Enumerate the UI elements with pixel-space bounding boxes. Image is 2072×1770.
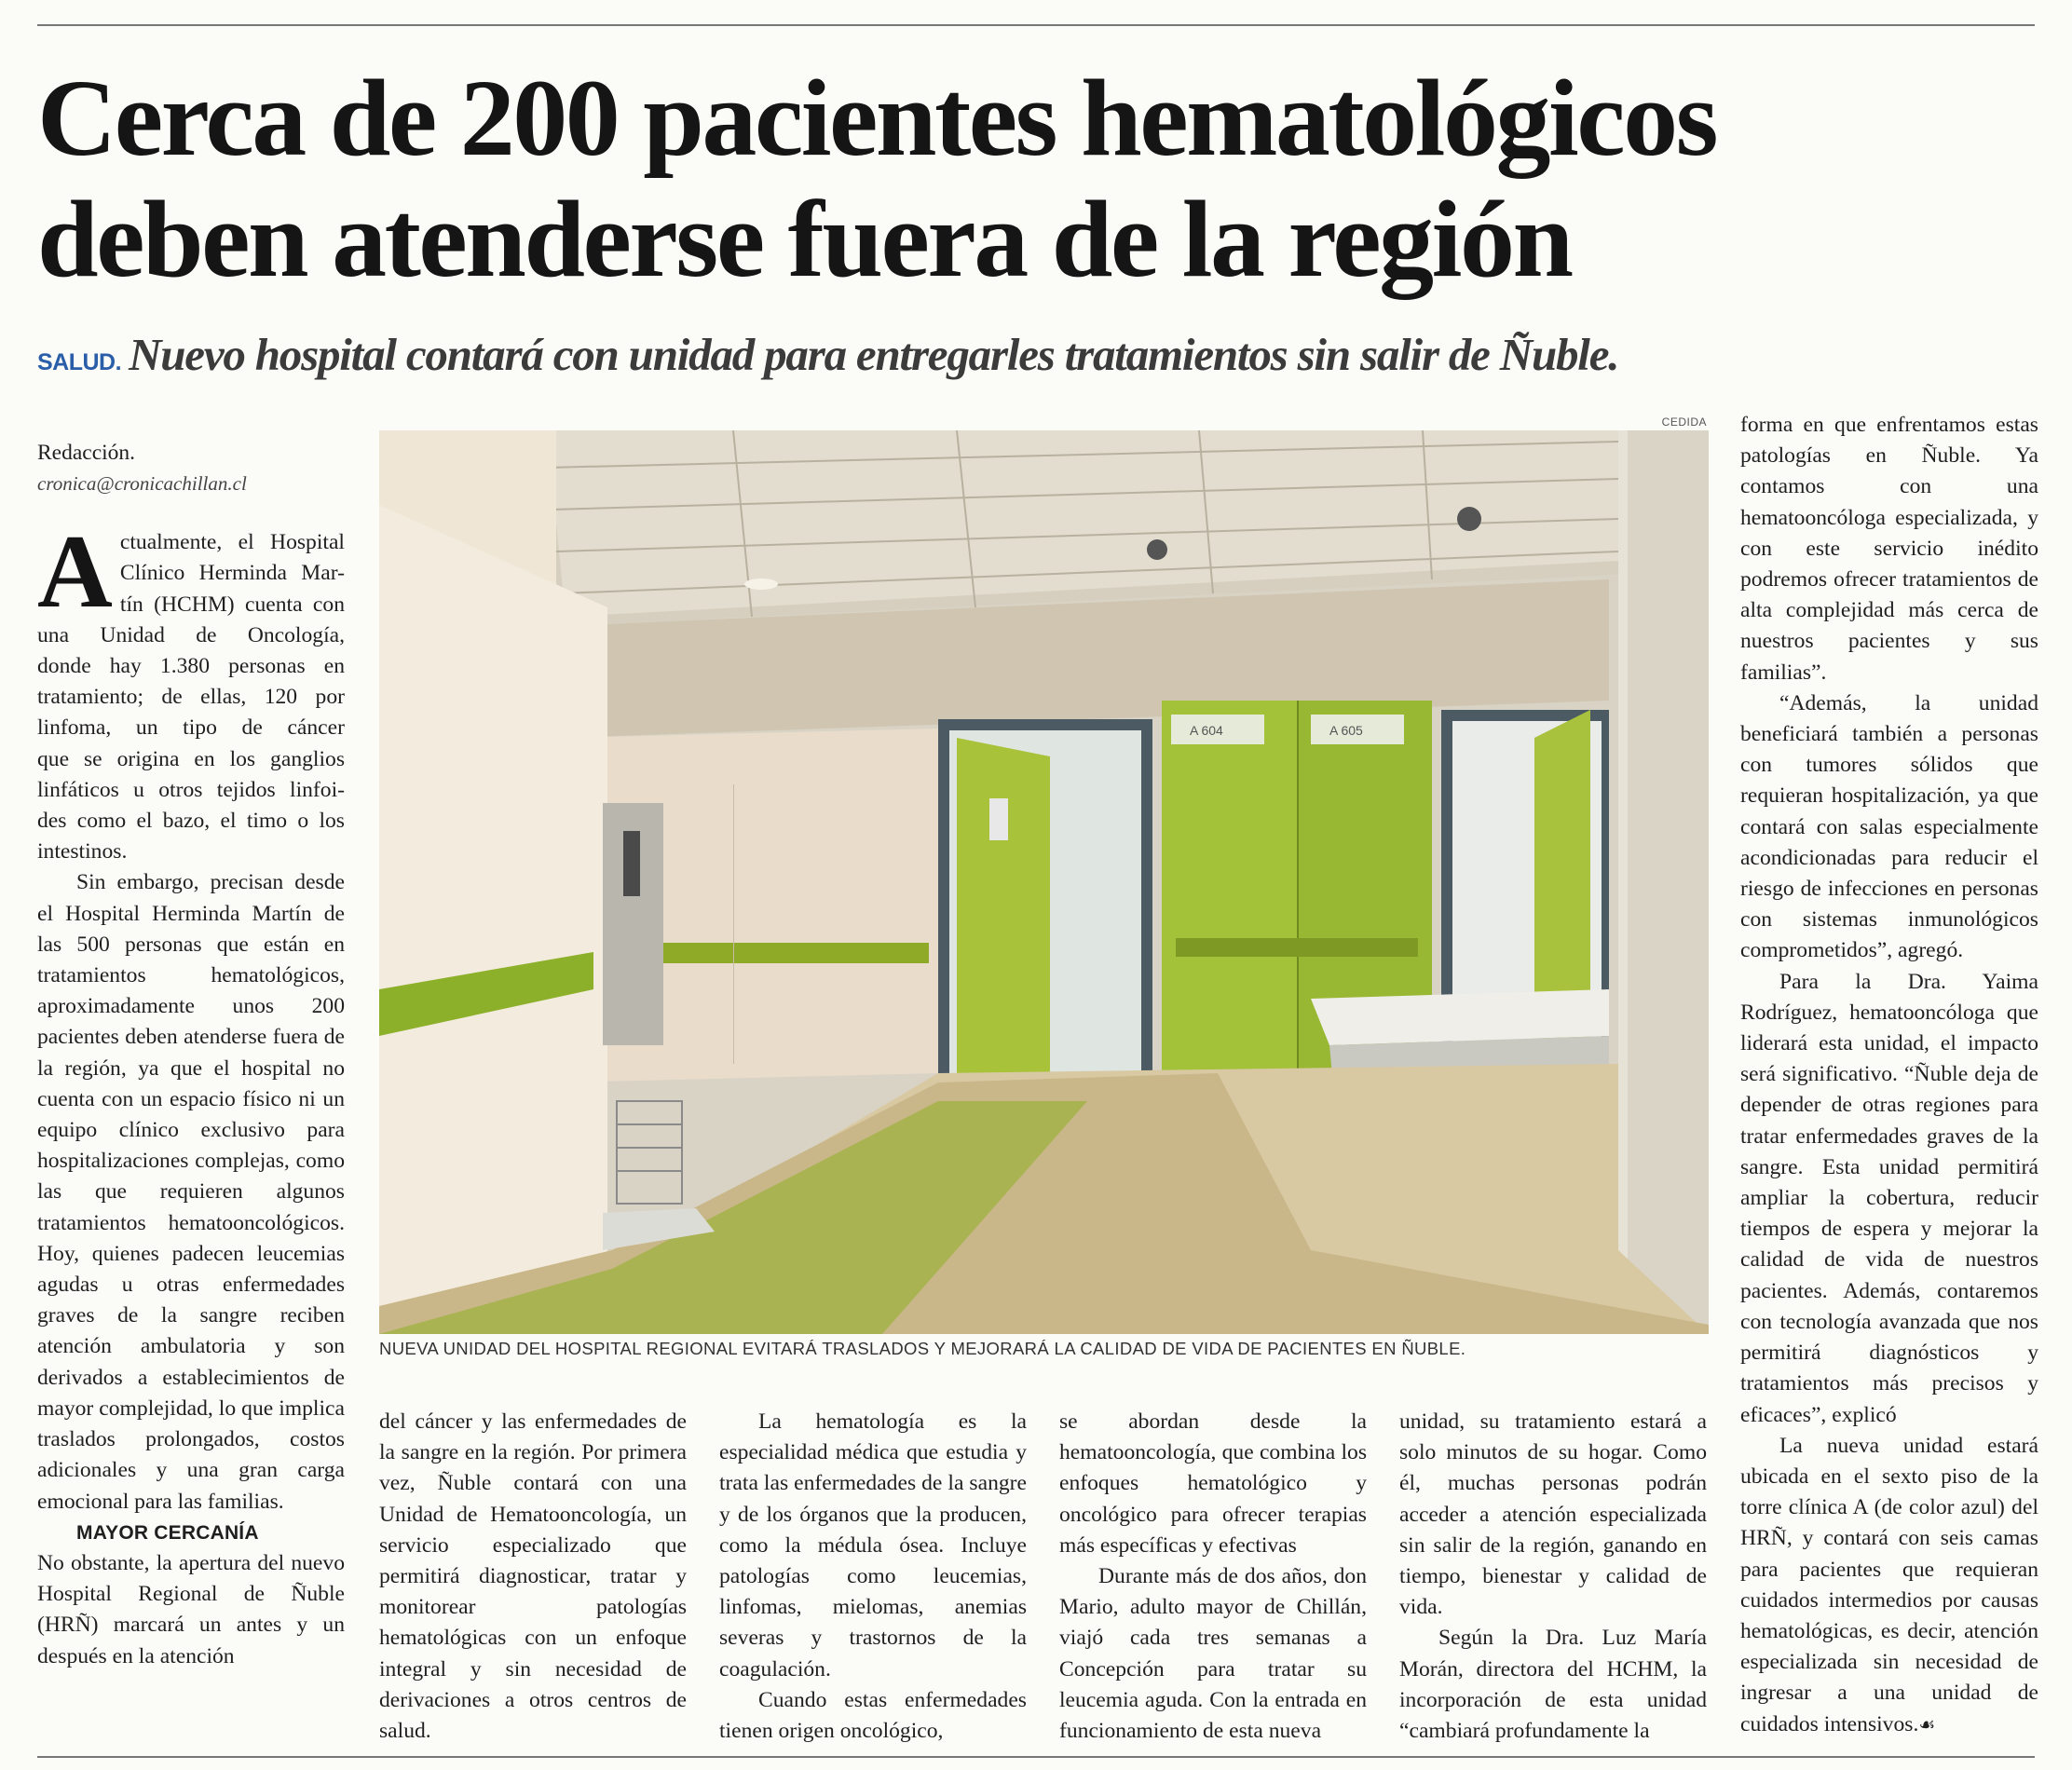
paragraph: Durante más de dos años, don Mario, adulto mayor de Chillán, viajó cada tres semanas a Concepción para tratar su leucemia aguda. Con la entrada en funcionamiento de esta nueva: [1059, 1564, 1367, 1744]
lead-line: donde hay 1.380 personas en: [37, 654, 345, 679]
top-rule: [37, 24, 2035, 26]
lead-line: des como el bazo, el timo o los: [37, 809, 345, 834]
paragraph: Según la Dra. Luz María Morán, directora del HCHM, la incorporación de esta unidad “cambiará profundamente la: [1399, 1626, 1707, 1744]
section-label: SALUD.: [37, 349, 122, 375]
paragraph: Sin embargo, precisan desde el Hospital Herminda Martín de las 500 personas que están en tratamientos hematológicos, aproximadamente unos 200 pacientes deben atenderse fuera de la región, ya que el hospital no cuenta con un espacio físico ni un equipo clínico exclusivo para hospitalizaciones complejas, como las que requieren algunos tratamientos hematooncológicos. Hoy, quienes padecen leucemias agudas u otras enfermedades graves de la sangre reciben atención ambulatoria y son derivados a establecimientos de mayor complejidad, lo que implica traslados prolongados, costos adicionales y una gran carga emocional para las familias.: [37, 870, 345, 1514]
article-column-3: [719, 1407, 1027, 1747]
headline: [37, 58, 2040, 300]
paragraph: forma en que enfrentamos estas patologías en Ñuble. Ya contamos con una hematooncóloga especializada, y con este servicio inédito podremos ofrecer tratamientos de alta complejidad más cerca de nuestros pacientes y sus familias”.: [1740, 413, 2038, 685]
lead-line: ctualmente, el Hospital: [119, 530, 345, 555]
article-column-4: [1059, 1407, 1367, 1747]
paragraph: “Además, la unidad beneficiará también a personas con tumores sólidos que requieran hospitalización, ya que contará con salas especialmente acondicionadas para reducir el riesgo de infecciones en personas con sistemas inmunológicos comprometidos”, agregó.: [1740, 690, 2038, 963]
paragraph: [1740, 1431, 2038, 1740]
hospital-corridor-photo: [379, 430, 1709, 1334]
headline-line-2: deben atenderse fuera de la región: [37, 178, 1572, 300]
lead-line: tratamiento; de ellas, 120 por: [37, 685, 345, 710]
lead-line: una Unidad de Oncología,: [37, 622, 345, 647]
photo-caption: NUEVA UNIDAD DEL HOSPITAL REGIONAL EVITARÁ TRASLADOS Y MEJORARÁ LA CALIDAD DE VIDA DE PACIENTES EN ÑUBLE.: [379, 1339, 1466, 1358]
byline-email: cronica@cronicachillan.cl: [37, 472, 247, 495]
subhead: MAYOR CERCANÍA: [76, 1521, 259, 1544]
deck: [37, 328, 1618, 381]
lead-line: linfoma, un tipo de cáncer: [37, 715, 345, 741]
drop-cap: A: [37, 514, 113, 631]
article-column-1: [37, 438, 345, 1672]
headline-line-1: Cerca de 200 pacientes hematológicos: [37, 57, 1717, 179]
lead-line: intestinos.: [37, 839, 128, 865]
paragraph: unidad, su tratamiento estará a solo minutos de su hogar. Como él, muchas personas podrán acceder a atención especializada sin salir de la región, ganando en tiempo, bienestar y calidad de vida.: [1399, 1409, 1707, 1620]
paragraph: Para la Dra. Yaima Rodríguez, hematooncóloga que liderará esta unidad, el impacto será significativo. “Ñuble deja de depender de otras regiones para tratar enfermedades graves de la sangre. Esta unidad permitirá ampliar la cobertura, reducir tiempos de espera y mejorar la calidad de vida de nuestros pacientes. Además, contaremos con tecnología avanzada que nos permitirá diagnósticos y tratamientos más precisos y eficaces”, explicó: [1740, 969, 2038, 1427]
byline-author: Redacción.: [37, 441, 136, 465]
paragraph-text: La nueva unidad estará ubicada en el sexto piso de la torre clínica A (de color azul) del HRÑ, y contará con seis camas para pacientes que requieran cuidados intermedios por causas hematológicas, es decir, atención especializada sin necesidad de ingresar a una unidad de cuidados intensivos.: [1740, 1433, 2038, 1736]
deck-subtitle: Nuevo hospital contará con unidad para entregarles tratamientos sin salir de Ñuble.: [129, 329, 1619, 380]
paragraph: del cáncer y las enfermedades de la sangre en la región. Por primera vez, Ñuble contará con una Unidad de Hematooncología, un servicio especializado que permitirá diagnosticar, tratar y monitorear patologías hematológicas con un enfoque integral y sin necesidad de derivaciones a otros centros de salud.: [379, 1409, 687, 1744]
article-column-6: [1740, 410, 2038, 1740]
lead-paragraph: [37, 514, 345, 867]
door-sign: A 605: [1329, 723, 1363, 738]
bottom-rule: [37, 1756, 2035, 1758]
photo-credit: CEDIDA: [1661, 415, 1707, 429]
lead-line: linfáticos u otros tejidos linfoi-: [37, 777, 345, 802]
lead-line: Clínico Herminda Mar-: [119, 561, 345, 586]
article-column-2: [379, 1407, 687, 1747]
paragraph: La hematología es la especialidad médica que estudia y trata las enfermedades de la sangre y de los órganos que la producen, como la médula ósea. Incluye patologías como leucemias, linfomas, mielomas, anemias severas y trastornos de la coagulación.: [719, 1409, 1027, 1682]
article-column-5: [1399, 1407, 1707, 1747]
lead-line: tín (HCHM) cuenta con: [119, 592, 345, 617]
door-sign: A 604: [1190, 723, 1223, 738]
paragraph: se abordan desde la hematooncología, que combina los enfoques hematológico y oncológico para ofrecer terapias más específicas y efectivas: [1059, 1409, 1367, 1558]
end-mark: ☙: [1918, 1712, 1936, 1736]
paragraph: Cuando estas enfermedades tienen origen oncológico,: [719, 1687, 1027, 1744]
paragraph: No obstante, la apertura del nuevo Hospital Regional de Ñuble (HRÑ) marcará un antes y un después en la atención: [37, 1550, 345, 1668]
lead-line: que se origina en los ganglios: [37, 746, 345, 771]
